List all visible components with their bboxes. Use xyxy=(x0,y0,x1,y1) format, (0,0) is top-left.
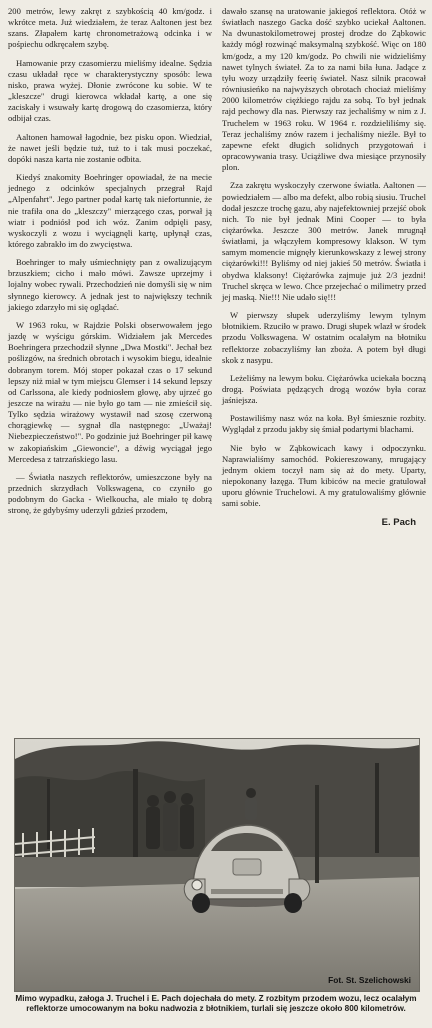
pole xyxy=(315,785,319,883)
paragraph: 200 metrów, lewy zakręt z szybkością 40 km/godz. i wkrótce meta. Już wiedziałem, że teraz Aaltonen jest bez szans. Złapałem kartę chronometrażową odcinka i w pośpiechu odkręcałem szybę. xyxy=(8,6,212,50)
paragraph: — Światła naszych reflektorów, umieszczone były na przednich skrzydłach Volkswagena, co czyniło go podobnym do Gacka - Wielkoucha, ale miało tę dobrą stronę, że gdybyśmy uderzyli gdzieś przodem, xyxy=(8,471,212,516)
tree-trunk xyxy=(47,779,50,849)
paragraph: W 1963 roku, w Rajdzie Polski obserwowałem jego jazdę w wyścigu górskim. Widziałem jak Mercedes Boehringera przechodził słynne „Dwa Mostki". Jechał bez poślizgów, na średnich obrotach i wysokim biegu, idealnie dobranym torem. Mój stoper pokazał czas o 17 sekund lepszy niż miał w tym miejscu Glemser i 14 sekund lepszy od Carlssona, ale kiedy podniosłem głowę, aby ujrzeć go jeszcze na wirażu — nie było go tam — nie zmieścił się. Tylko sędzia wirażowy wystawił nad szosę czerwoną chorągiewkę — sygnał dla następnego: „Uważaj! Niebezpieczeństwo!". Po godzinie już Boehringer pił kawę w zakopiańskim „Giewoncie", a dźwig wyciągał jego Mercedesa z tatrzańskiego lasu. xyxy=(8,319,212,464)
paragraph: Aaltonen hamował łagodnie, bez pisku opon. Wiedział, że nawet jeśli będzie tuż, tuż to i tak musi poczekać, dopóki nasza karta nie zostanie odbita. xyxy=(8,131,212,164)
paragraph: W pierwszy słupek uderzyliśmy lewym tylnym błotnikiem. Rzuciło w prawo. Drugi słupek wlazł w środek przodu Volkswagena. W ostatnim ocalałym na błotniku reflektorze zobaczyliśmy łan zboża. A potem był długi skok z nasypu. xyxy=(222,310,426,365)
paragraph: Boehringer to mały uśmiechnięty pan z owalizującym brzuszkiem; cicho i mało mówi. Zawsze uprzejmy i lojalny wobec rywali. Przechodzień nie domyśli się w nim słynnego kierowcy. A jednak jest to największy technik jakiego zdarzyło mi się oglądać. xyxy=(8,257,212,312)
left-text-column xyxy=(8,6,212,524)
paragraph: Postawiliśmy nasz wóz na koła. Był śmiesznie rozbity. Wyglądał z przodu jakby się śmiał podartymi blachami. xyxy=(222,413,426,435)
author-signature: E. Pach xyxy=(381,516,416,528)
right-text-column xyxy=(222,6,426,528)
tree-trunk xyxy=(133,769,138,869)
paragraph: Hamowanie przy czasomierzu mieliśmy idealne. Sędzia czasu układał ręce w charakterystyczny sposób: lewa nisko, prawa wyżej. Dłonie zwrócone ku sobie. W te „kleszcze" drugi kierowca wkładał kartę, a one się zaciskały i wsuwały kartę drogową do czasomierza, który odbijał czas. xyxy=(8,57,212,124)
photo-caption: Mimo wypadku, załoga J. Truchel i E. Pach dojechała do mety. Z rozbitym przodem wozu, lecz ocalałym reflektorze umocowanym na boku nadwozia z błotnikiem, turlali się jeszcze około 800 kilometrów. xyxy=(15,994,417,1014)
photo-illustration xyxy=(15,739,419,991)
paragraph: dawało szansę na uratowanie jakiegoś reflektora. Otóż w światłach naszego Gacka dość szybko uciekał Aaltonen. Na dwunastokilometrowej prostej drodze do Ząbkowic każdy mógł rozwinąć maksymalną szybkość. Więc on 180 km/godz, a my 120 km/godz. Po chwili nie widzieliśmy nawet tylnych świateł. Za to za nami biła łuna. Jadące z tyłu wozy urządziły feerię świateł. Nasz silnik pracował równiusieńko na najwyższych obrotach chociaż mieliśmy 2000 kilometrów ciężkiego rajdu za sobą. To był jednak rajd pechowy dla nas. Pierwszy raz jechaliśmy w nim z J. Truchelem w 1963 roku. W 1964 r. rozdzieliliśmy się. Teraz jechaliśmy znów razem i jechaliśmy nieźle. Był to zapewne efekt długich solidnych przygotowań i opracowywania trasy. Uciążliwe dwa miesiące przynosiły plon. xyxy=(222,6,426,173)
paragraph: Nie było w Ząbkowicach kawy i odpoczynku. Naprawialiśmy samochód. Pokiereszowany, mrugający jednym okiem toczył nam się aż do mety. Uparty, niepokonany łazęga. Tłum kibiców na mecie gratulował uporu głównie Truchelowi. A my gratulowaliśmy głównie sami sobie. xyxy=(222,442,426,509)
tree-trunk xyxy=(375,763,379,853)
rally-car-photo xyxy=(14,738,420,992)
photo-credit: Fot. St. Szelichowski xyxy=(328,975,411,985)
paragraph: Leżeliśmy na lewym boku. Ciężarówka uciekała boczną drogą. Poświata pędzących drogą wozów była coraz jaśniejsza. xyxy=(222,372,426,406)
paragraph: Zza zakrętu wyskoczyły czerwone światła. Aaltonen — powiedziałem — albo ma defekt, albo robią siusiu. Truchel dodał jeszcze trochę gazu, aby najefektowniej przejść obok nich. To nie był jednak Mini Cooper — to była ciężarówka. Jeszcze 300 metrów. Janek mrugnął światłami, ja włączyłem kompresowy klakson. W tym samym momencie mignęły kierunkowskazy z lewej strony ciężarówki!!! Byliśmy od niej jakieś 50 metrów. Światła i obydwa klaksony! Ciężarówka zajmuje już 2/3 jezdni! Truchel skręca w lewo. Chce przejechać o milimetry przed jej maską. Nie!!! Nie udało się!!! xyxy=(222,180,426,302)
paragraph: Kiedyś znakomity Boehringer opowiadał, że na mecie jednego z odcinków specjalnych przegrał Rajd „Alpenfahrt". Jego partner podał kartę tak niefortunnie, że nie trafiła ona do „kleszczy" mierzącego czas, porwał ją wiatr i podniósł pod ich wóz. Zanim odpięli pasy, wyskoczyli z wozu i wyciągnęli kartę, upłynął czas, którego zabrakło im do zwycięstwa. xyxy=(8,172,212,249)
